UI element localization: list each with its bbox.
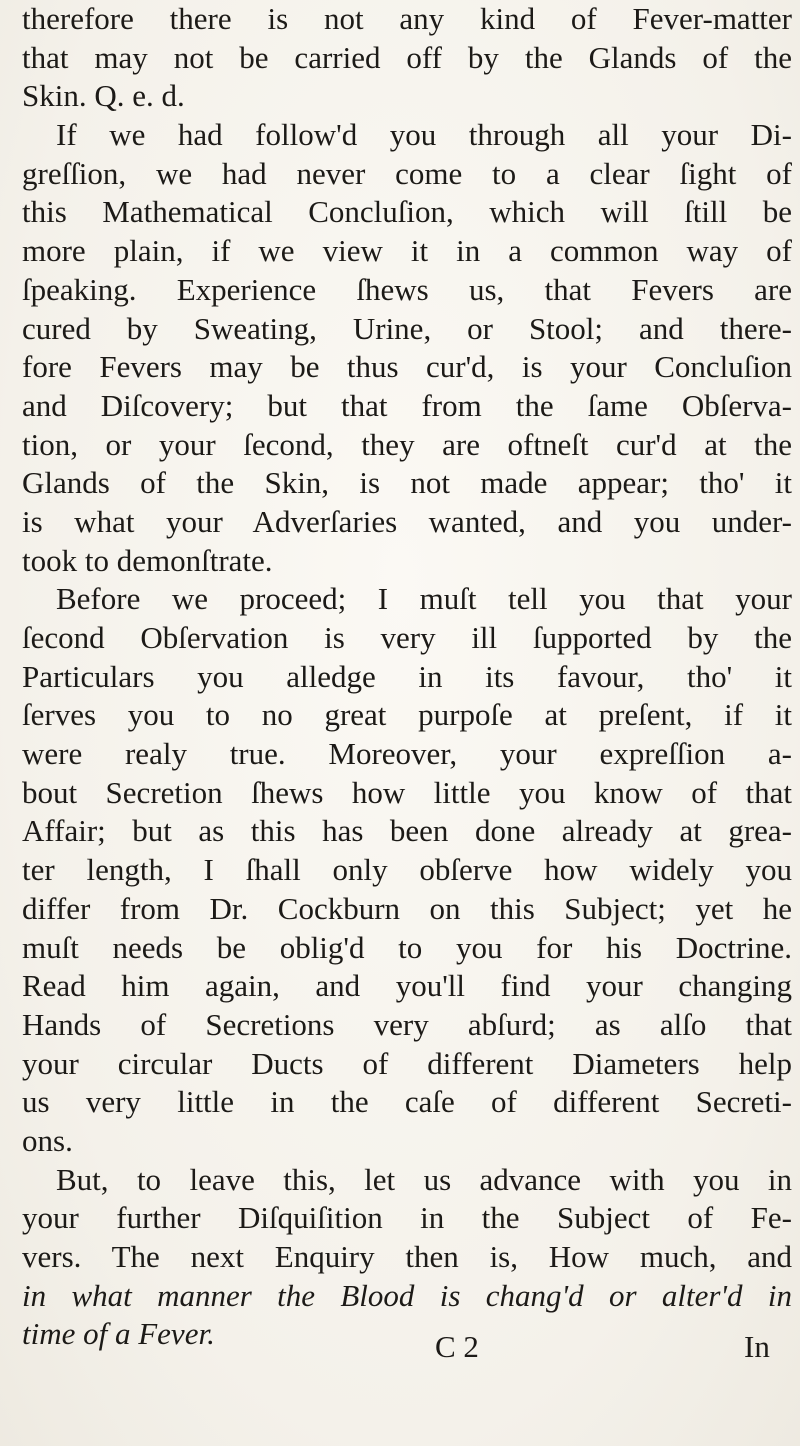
text-line: greſſion, we had never come to a clear ſight of <box>22 155 792 191</box>
text-line: your circular Ducts of different Diameters help <box>22 1045 792 1081</box>
catchword: In <box>744 1329 770 1364</box>
text-line: this Mathematical Concluſion, which will ſtill be <box>22 194 792 230</box>
text-line: differ from Dr. Cockburn on this Subject; yet he <box>22 890 792 926</box>
text-line: ſpeaking. Experience ſhews us, that Fevers are <box>22 271 792 307</box>
text-line: your further Diſquiſition in the Subject of Fe- <box>22 1200 792 1236</box>
text-line: Read him again, and you'll find your changing <box>22 968 792 1004</box>
text-line: therefore there is not any kind of Fever-matter <box>22 1 792 36</box>
signature-mark: C 2 <box>435 1329 479 1364</box>
text-line: took to demonſtrate. <box>22 542 273 578</box>
text-line: bout Secretion ſhews how little you know of that <box>22 774 792 810</box>
text-line: tion, or your ſecond, they are oftneſt cur'd at the <box>22 426 792 462</box>
text-line: time of a Fever. <box>22 1316 215 1352</box>
text-line: in what manner the Blood is chang'd or alter'd in <box>22 1277 792 1313</box>
text-line: were realy true. Moreover, your expreſſion a- <box>22 736 792 772</box>
text-line: fore Fevers may be thus cur'd, is your Concluſion <box>22 349 792 385</box>
text-line: is what your Adverſaries wanted, and you under- <box>22 503 792 539</box>
text-line: Hands of Secretions very abſurd; as alſo that <box>22 1006 792 1042</box>
text-line: ſerves you to no great purpoſe at preſent, if it <box>22 697 792 733</box>
page-footer <box>22 1327 792 1367</box>
text-line: Before we proceed; I muſt tell you that your <box>56 581 792 617</box>
text-line: ons. <box>22 1122 73 1158</box>
text-line: that may not be carried off by the Glands of the <box>22 39 792 75</box>
text-line: ter length, I ſhall only obſerve how widely you <box>22 852 792 888</box>
text-line: Skin. Q. e. d. <box>22 78 185 114</box>
text-line: vers. The next Enquiry then is, How much, and <box>22 1239 792 1274</box>
text-line: more plain, if we view it in a common way of <box>22 233 792 269</box>
body-text <box>22 0 792 1354</box>
text-line: Affair; but as this has been done already at grea- <box>22 813 792 849</box>
text-line: muſt needs be oblig'd to you for his Doctrine. <box>22 929 792 965</box>
text-line: But, to leave this, let us advance with you in <box>56 1161 792 1197</box>
text-line: ſecond Obſervation is very ill ſupported by the <box>22 620 792 655</box>
text-line: If we had follow'd you through all your Di- <box>56 117 792 153</box>
text-line: Glands of the Skin, is not made appear; tho' it <box>22 465 792 501</box>
text-line: us very little in the caſe of different Secreti- <box>22 1084 792 1120</box>
text-line: and Diſcovery; but that from the ſame Obſerva- <box>22 387 792 423</box>
text-line: Particulars you alledge in its favour, tho' it <box>22 658 792 694</box>
text-line: cured by Sweating, Urine, or Stool; and there- <box>22 310 792 346</box>
